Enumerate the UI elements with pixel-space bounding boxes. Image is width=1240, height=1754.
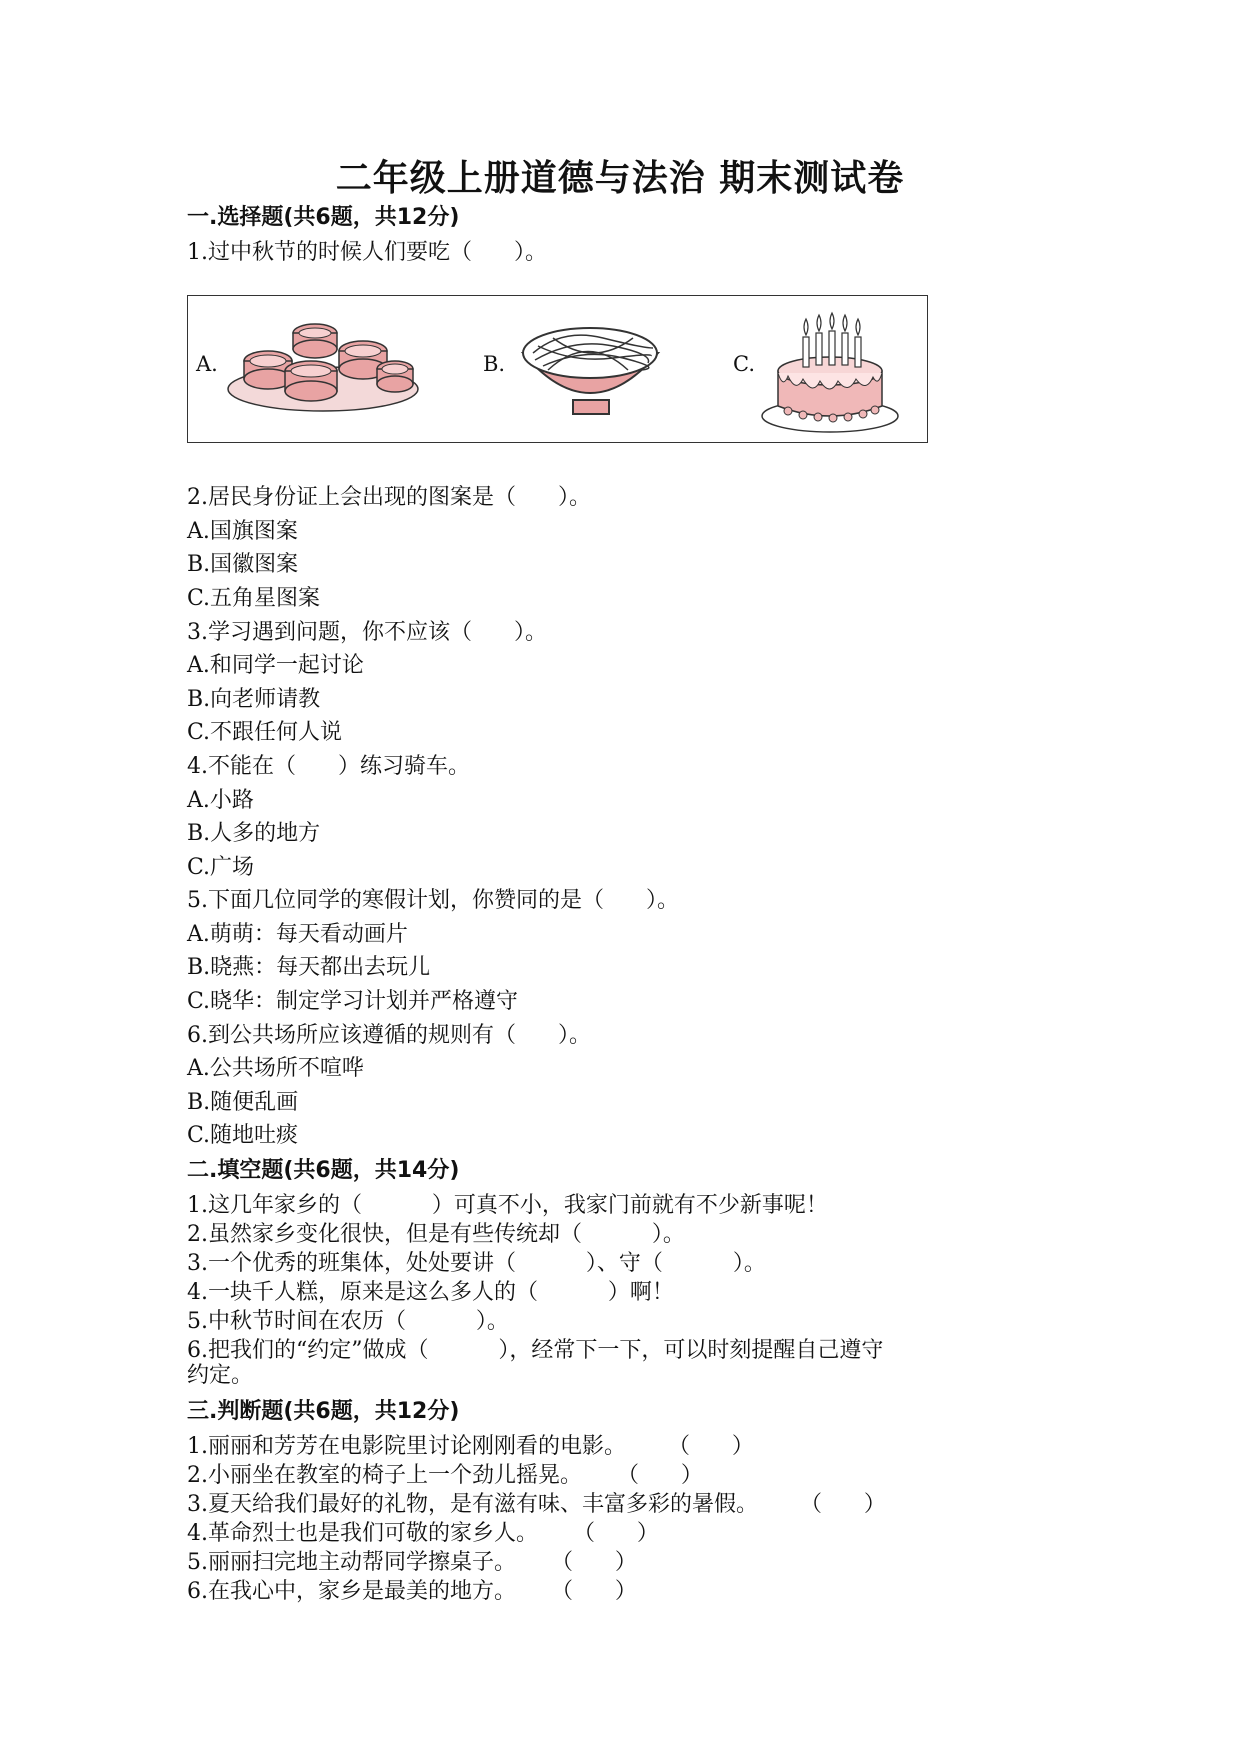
fill-item-3: 3.一个优秀的班集体，处处要讲（ ）、守（ ）。 <box>187 1251 766 1276</box>
q3-option-b: B.向老师请教 <box>187 687 321 712</box>
fill-item-6-continued: 约定。 <box>187 1363 254 1388</box>
q6-option-b: B.随便乱画 <box>187 1090 299 1115</box>
q3-option-a: A.和同学一起讨论 <box>187 653 364 678</box>
fill-item-6: 6.把我们的“约定”做成（ ），经常下一下，可以时刻提醒自己遵守 <box>187 1338 884 1363</box>
q3-option-c: C.不跟任何人说 <box>187 720 343 745</box>
noodle-bowl-icon <box>513 308 668 428</box>
fill-item-1: 1.这几年家乡的（ ）可真不小，我家门前就有不少新事呢！ <box>187 1193 828 1218</box>
q4-option-c: C.广场 <box>187 855 255 880</box>
question-3: 3.学习遇到问题，你不应该（ ）。 <box>187 620 547 645</box>
q4-option-a: A.小路 <box>187 788 254 813</box>
option-b-label: B. <box>483 352 506 376</box>
question-1-image-box <box>187 295 928 443</box>
q4-option-b: B.人多的地方 <box>187 821 321 846</box>
q5-option-c: C.晓华：制定学习计划并严格遵守 <box>187 989 519 1014</box>
judge-item-1: 1.丽丽和芳芳在电影院里讨论刚刚看的电影。 （ ） <box>187 1434 754 1459</box>
option-a-label: A. <box>196 352 218 376</box>
q5-option-b: B.晓燕：每天都出去玩儿 <box>187 955 431 980</box>
judge-item-2: 2.小丽坐在教室的椅子上一个劲儿摇晃。 （ ） <box>187 1463 703 1488</box>
page-title: 二年级上册道德与法治 期末测试卷 <box>335 158 905 199</box>
q2-option-c: C.五角星图案 <box>187 586 321 611</box>
fill-item-5: 5.中秋节时间在农历（ ）。 <box>187 1309 509 1334</box>
q6-option-a: A.公共场所不喧哗 <box>187 1056 364 1081</box>
section-heading-true-false: 三.判断题(共6题，共12分) <box>187 1399 460 1424</box>
judge-item-5: 5.丽丽扫完地主动帮同学擦桌子。 （ ） <box>187 1550 637 1575</box>
q6-option-c: C.随地吐痰 <box>187 1123 299 1148</box>
judge-item-6: 6.在我心中，家乡是最美的地方。 （ ） <box>187 1579 637 1604</box>
q2-option-a: A.国旗图案 <box>187 519 298 544</box>
question-5: 5.下面几位同学的寒假计划，你赞同的是（ ）。 <box>187 888 679 913</box>
judge-item-4: 4.革命烈士也是我们可敬的家乡人。 （ ） <box>187 1521 659 1546</box>
question-1: 1.过中秋节的时候人们要吃（ ）。 <box>187 240 547 265</box>
judge-item-3: 3.夏天给我们最好的礼物，是有滋有味、丰富多彩的暑假。 （ ） <box>187 1492 886 1517</box>
birthday-cake-icon <box>758 301 908 436</box>
mooncakes-icon <box>223 311 423 421</box>
section-heading-choice: 一.选择题(共6题，共12分) <box>187 205 460 230</box>
question-6: 6.到公共场所应该遵循的规则有（ ）。 <box>187 1023 591 1048</box>
section-heading-fill-blank: 二.填空题(共6题，共14分) <box>187 1158 460 1183</box>
fill-item-4: 4.一块千人糕，原来是这么多人的（ ）啊！ <box>187 1280 674 1305</box>
option-c-label: C. <box>733 352 755 376</box>
q5-option-a: A.萌萌：每天看动画片 <box>187 922 408 947</box>
question-2: 2.居民身份证上会出现的图案是（ ）。 <box>187 485 591 510</box>
q2-option-b: B.国徽图案 <box>187 552 299 577</box>
fill-item-2: 2.虽然家乡变化很快，但是有些传统却（ ）。 <box>187 1222 685 1247</box>
question-4: 4.不能在（ ）练习骑车。 <box>187 754 470 779</box>
